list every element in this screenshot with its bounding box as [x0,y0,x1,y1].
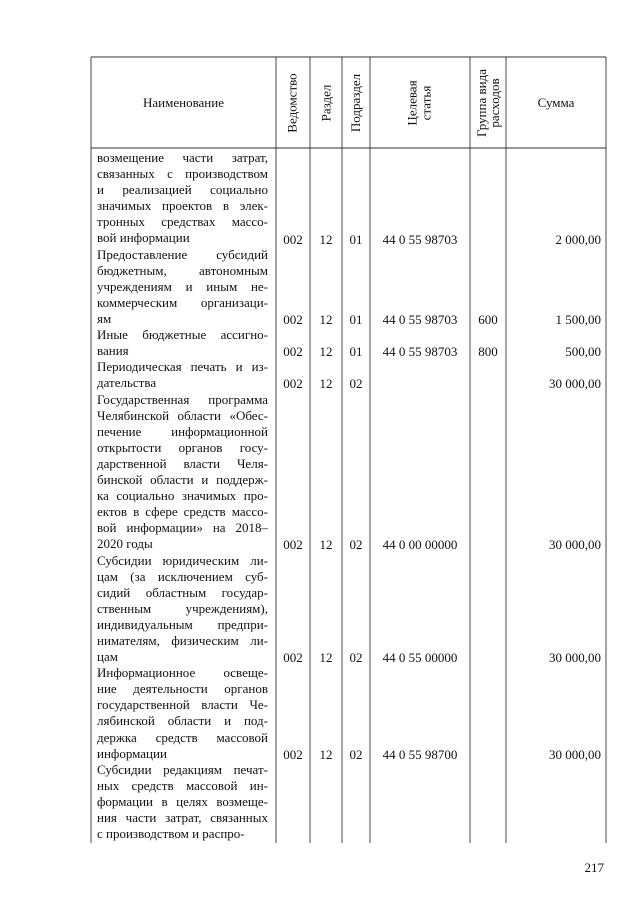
row-summa: 30 000,00 [549,650,601,666]
header-summa: Сумма [537,94,575,110]
row-podrazdel: 02 [349,746,363,762]
row-name-line: значимых проектов в элек- [97,198,268,214]
row-name-line: сидий областным государ- [97,584,268,600]
row-name-line: дательства [97,375,157,391]
header-vedomstvo: Ведомство [285,72,300,133]
row-name-line: коммерческим организаци- [97,294,268,310]
row-name-line: открытости органов госу- [97,439,268,455]
row-name-line: Челябинской области «Обес- [97,407,268,423]
row-razdel: 12 [319,537,333,553]
row-summa: 30 000,00 [549,537,601,553]
row-name-line: лябинской области и под- [97,713,268,729]
row-tselevaya-statya: 44 0 55 00000 [382,650,458,666]
row-name-line: ния части затрат, связанных [97,810,268,826]
row-name-line: ектов в сфере средств массо- [97,504,268,520]
row-name-line: возмещение части затрат, [97,150,268,165]
row-name [97,327,268,359]
row-vedomstvo: 002 [283,344,303,360]
row-name-line: вой информации [97,230,190,246]
row-vedomstvo: 002 [283,650,303,666]
row-vedomstvo: 002 [283,312,303,327]
row-razdel: 12 [319,746,333,762]
row-name-line: ям [97,310,112,326]
row-name [97,150,268,247]
row-name-line: цам [97,649,118,665]
row-name-line: ка социально значимых про- [97,488,268,504]
row-name-line: Периодическая печать и из- [97,359,268,375]
row-podrazdel: 01 [349,231,363,247]
row-podrazdel: 01 [349,344,363,360]
row-vedomstvo: 002 [283,746,303,762]
row-name-line: с производством и распро- [97,826,245,842]
row-summa: 500,00 [565,344,601,360]
row-name-line: государственной власти Че- [97,697,268,713]
header-name: Наименование [143,94,224,110]
row-name-line: ных средств массовой ин- [97,777,268,793]
header-tselevaya-statya: Целевая статья [404,79,434,126]
row-name-line: ственным учреждениям), [97,600,268,616]
row-tselevaya-statya: 44 0 55 98700 [382,746,458,762]
row-vedomstvo: 002 [283,231,303,247]
row-name-line: учреждениям и иным не- [97,278,268,294]
row-name-line: держка средств массовой [97,729,268,745]
row-podrazdel: 02 [349,537,363,553]
row-podrazdel: 02 [349,376,363,392]
page-number: 217 [584,860,604,875]
row-tselevaya-statya: 44 0 55 98703 [382,231,458,247]
row-razdel: 12 [319,376,333,392]
row-razdel: 12 [319,650,333,666]
row-name-line: дарственной власти Челя- [97,455,268,471]
row-summa: 1 500,00 [555,312,601,327]
row-summa: 2 000,00 [555,231,601,247]
row-name [97,762,268,842]
row-name-line: Субсидии редакциям печат- [97,761,268,777]
row-razdel: 12 [319,312,333,327]
row-name-line: ние деятельности органов [97,681,268,697]
row-podrazdel: 02 [349,650,363,666]
row-name-line: нимателям, физическим ли- [97,632,268,648]
row-name-line: Субсидии юридическим ли- [97,552,268,568]
row-name-line: Информационное освеще- [97,665,268,681]
row-name-line: вой информации» на 2018– [97,520,268,536]
row-razdel: 12 [319,231,333,247]
row-name-line: бюджетным, автономным [97,262,268,278]
row-gruppa-vida: 600 [478,312,498,327]
row-name-line: печение информационной [97,423,268,439]
row-name [97,553,268,666]
row-name-line: вания [97,343,129,359]
row-gruppa-vida: 800 [478,344,498,360]
row-name-line: Предоставление субсидий [97,246,268,262]
row-name [97,665,268,762]
row-tselevaya-statya: 44 0 00 00000 [382,537,458,553]
row-tselevaya-statya: 44 0 55 98703 [382,312,458,327]
header-gruppa-vida-raskhodov: Группа вида расходов [474,68,503,137]
row-name-line: информации [97,745,167,761]
row-name-line: тронных средствах массо- [97,214,268,230]
row-name-line: Иные бюджетные ассигно- [97,327,268,343]
row-name [97,392,268,553]
row-name-line: и реализацией социально [97,182,268,198]
row-vedomstvo: 002 [283,537,303,553]
row-razdel: 12 [319,344,333,360]
row-name [97,247,268,327]
header-razdel: Раздел [318,84,333,121]
row-name-line: формации в целях возмеще- [97,793,268,809]
row-summa: 30 000,00 [549,746,601,762]
row-name-line: цам (за исключением суб- [97,568,268,584]
row-podrazdel: 01 [349,312,363,327]
row-name-line: Государственная программа [97,391,268,407]
header-podrazdel: Подраздел [348,73,364,132]
row-name [97,359,268,391]
row-name-line: связанных с производством [97,166,268,182]
row-tselevaya-statya: 44 0 55 98703 [382,344,458,360]
row-name-line: 2020 годы [97,536,153,552]
row-name-line: индивидуальным предпри- [97,616,268,632]
row-vedomstvo: 002 [283,376,303,392]
row-name-line: бинской области и поддерж- [97,471,268,487]
row-summa: 30 000,00 [549,376,601,392]
